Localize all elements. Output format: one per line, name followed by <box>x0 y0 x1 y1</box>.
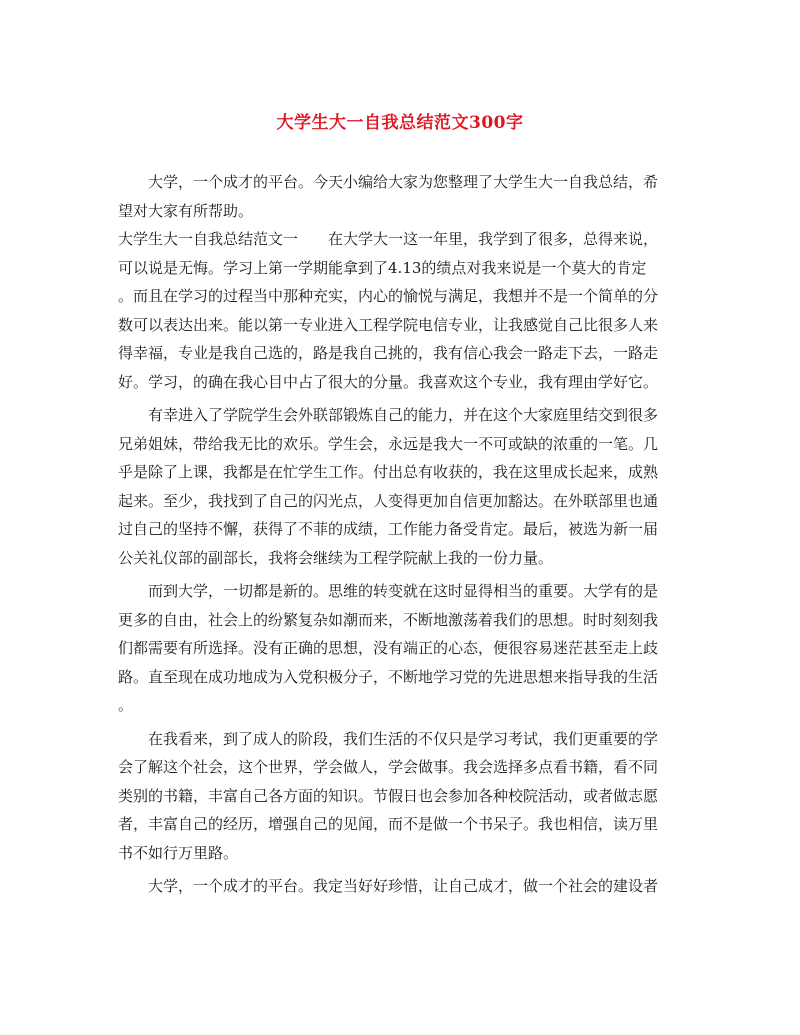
text-line: 数可以表达出来。能以第一专业进入工程学院电信专业，让我感觉自己比很多人来 <box>118 315 659 334</box>
text-line: 大学生大一自我总结范文一 在大学大一这一年里，我学到了很多，总得来说， <box>118 230 659 248</box>
text-line: 过自己的坚持不懈，获得了不菲的成绩，工作能力备受肯定。最后，被选为新一届 <box>118 520 659 538</box>
page-title: 大学生大一自我总结范文300字 <box>276 113 524 133</box>
text-line: 路。直至现在成功地成为入党积极分子，不断地学习党的先进思想来指导我的生活 <box>118 667 659 686</box>
text-line: 类别的书籍，丰富自己各方面的知识。节假日也会参加各种校院活动，或者做志愿 <box>118 786 659 805</box>
text-line: 而到大学，一切都是新的。思维的转变就在这时显得相当的重要。大学有的是 <box>148 582 659 600</box>
text-line: 者，丰富自己的经历，增强自己的见闻，而不是做一个书呆子。我也相信，读万里 <box>118 815 659 833</box>
text-line: 。而且在学习的过程当中那种充实，内心的愉悦与满足，我想并不是一个简单的分 <box>118 287 659 305</box>
text-line: 大学，一个成才的平台。今天小编给大家为您整理了大学生大一自我总结，希 <box>148 173 659 191</box>
text-line: 兄弟姐妹，带给我无比的欢乐。学生会，永远是我大一不可或缺的浓重的一笔。几 <box>118 434 659 453</box>
text-line: 望对大家有所帮助。 <box>118 201 254 220</box>
text-line: 乎是除了上课，我都是在忙学生工作。付出总有收获的，我在这里成长起来，成熟 <box>118 463 659 481</box>
text-line: 更多的自由，社会上的纷繁复杂如潮而来，不断地激荡着我们的思想。时时刻刻我 <box>118 610 659 629</box>
text-line: 有幸进入了学院学生会外联部锻炼自己的能力，并在这个大家庭里结交到很多 <box>148 406 659 424</box>
text-line: 好。学习，的确在我心目中占了很大的分量。我喜欢这个专业，我有理由学好它。 <box>118 372 659 391</box>
text-line: 得幸福，专业是我自己选的，路是我自己挑的，我有信心我会一路走下去，一路走 <box>118 344 659 362</box>
text-line: 可以说是无悔。学习上第一学期能拿到了4.13的绩点对我来说是一个莫大的肯定 <box>118 258 647 277</box>
text-line: 大学，一个成才的平台。我定当好好珍惜，让自己成才，做一个社会的建设者 <box>148 877 659 895</box>
text-line: 公关礼仪部的副部长，我将会继续为工程学院献上我的一份力量。 <box>118 548 554 567</box>
text-line: 在我看来，到了成人的阶段，我们生活的不仅只是学习考试，我们更重要的学 <box>148 729 659 748</box>
text-line: 。 <box>118 696 134 714</box>
text-line: 们都需要有所选择。没有正确的思想，没有端正的心态，便很容易迷茫甚至走上歧 <box>118 639 659 657</box>
text-line: 书不如行万里路。 <box>118 843 239 862</box>
text-line: 会了解这个社会，这个世界，学会做人，学会做事。我会选择多点看书籍，看不同 <box>118 758 659 776</box>
text-line: 起来。至少，我找到了自己的闪光点，人变得更加自信更加豁达。在外联部里也通 <box>118 491 659 510</box>
document-body <box>118 168 686 901</box>
